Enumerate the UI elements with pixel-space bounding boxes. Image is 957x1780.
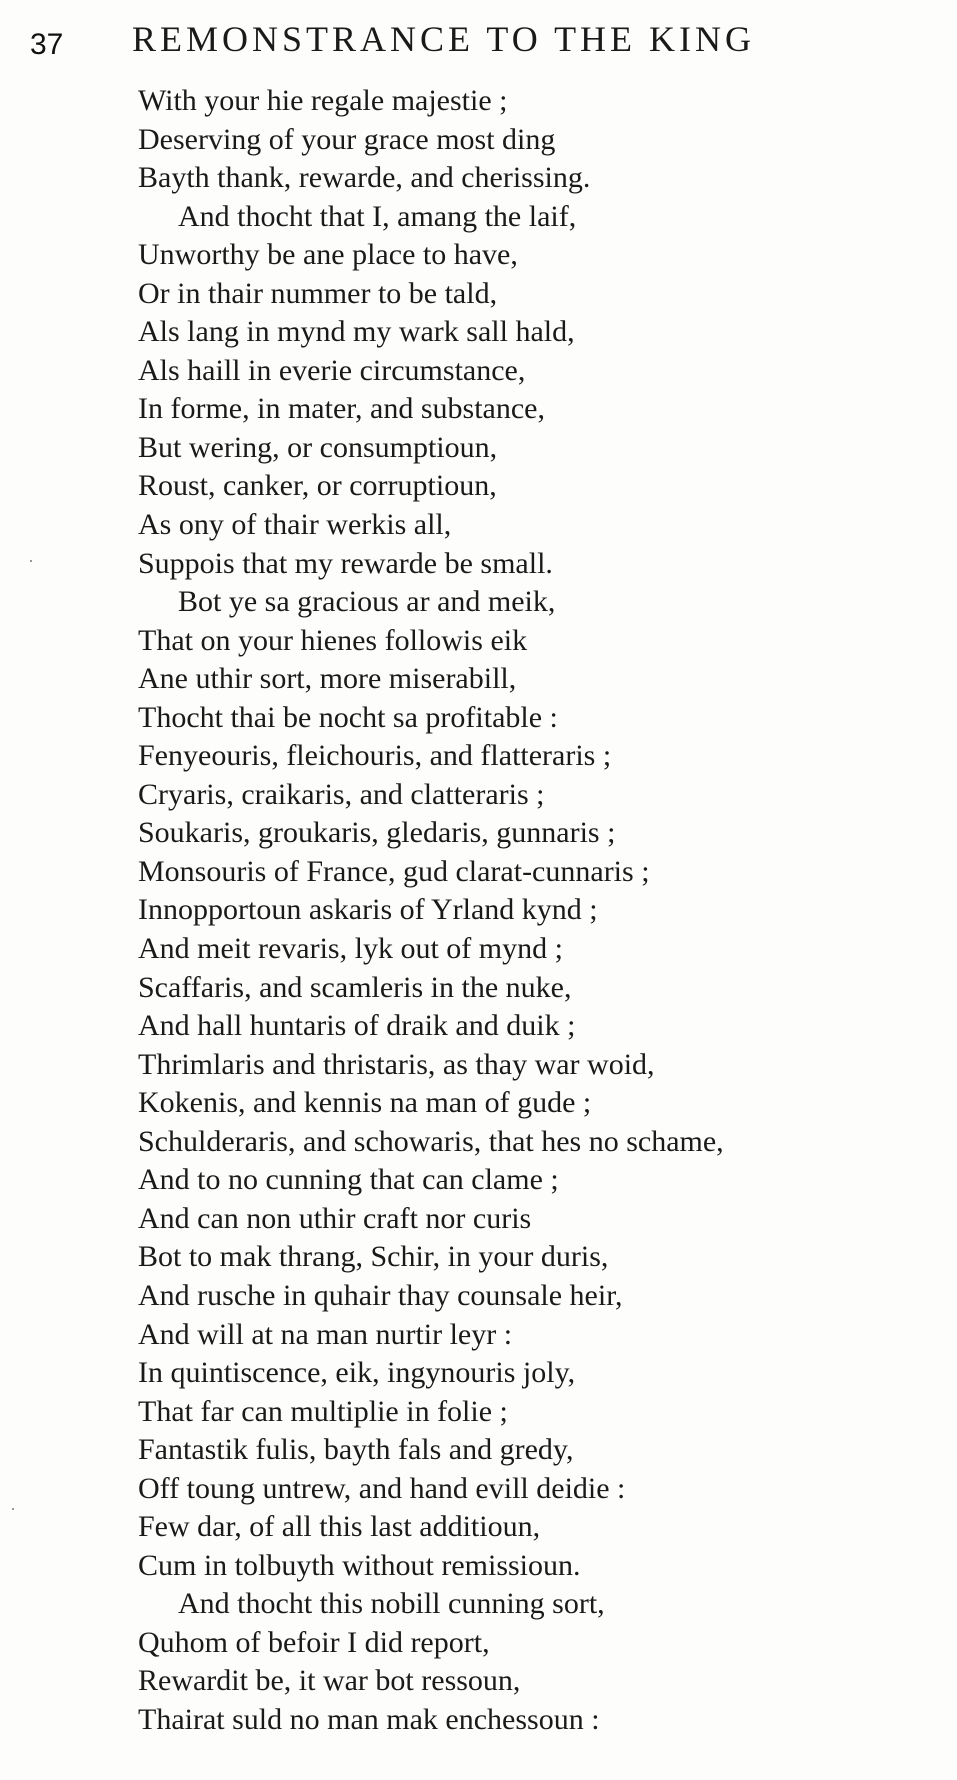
poem-line: In forme, in mater, and substance, [138, 392, 545, 426]
poem-line: Soukaris, groukaris, gledaris, gunnaris ; [138, 816, 616, 850]
poem-line: Bayth thank, rewarde, and cherissing. [138, 161, 591, 195]
poem-line: Thrimlaris and thristaris, as thay war woid, [138, 1047, 655, 1081]
poem-line: Or in thair nummer to be tald, [138, 276, 498, 310]
poem-line: And hall huntaris of draik and duik ; [138, 1009, 576, 1043]
running-head: REMONSTRANCE TO THE KING [132, 19, 756, 59]
poem-line: With your hie regale majestie ; [138, 84, 508, 117]
poem-line: As ony of thair werkis all, [138, 508, 452, 542]
poem-line: That on your hienes followis eik [138, 623, 528, 657]
poem-line: Bot ye sa gracious ar and meik, [178, 585, 556, 619]
poem-line: Thairat suld no man mak enchessoun : [138, 1702, 600, 1736]
poem-line: Bot to mak thrang, Schir, in your duris, [138, 1240, 609, 1274]
poem-text [138, 82, 724, 1740]
poem-line: And rusche in quhair thay counsale heir, [138, 1278, 623, 1312]
poem-line: Off toung untrew, and hand evill deidie : [138, 1471, 626, 1505]
poem-line: In quintiscence, eik, ingynouris joly, [138, 1356, 576, 1390]
poem-line: And thocht this nobill cunning sort, [178, 1587, 605, 1621]
poem-line: Schulderaris, and schowaris, that hes no schame, [138, 1124, 724, 1158]
poem-line: Monsouris of France, gud clarat-cunnaris ; [138, 854, 650, 888]
poem-line: Rewardit be, it war bot ressoun, [138, 1664, 521, 1698]
poem-line: That far can multiplie in folie ; [138, 1394, 508, 1428]
poem-line: Als haill in everie circumstance, [138, 353, 526, 387]
poem-line: But wering, or consumptioun, [138, 430, 498, 464]
poem-line: Scaffaris, and scamleris in the nuke, [138, 970, 572, 1004]
poem-line: Cum in tolbuyth without remissioun. [138, 1548, 581, 1582]
poem-line: And will at na man nurtir leyr : [138, 1317, 513, 1351]
poem-line: Deserving of your grace most ding [138, 122, 556, 156]
poem-line: Innopportoun askaris of Yrland kynd ; [138, 893, 598, 927]
poem-line: Quhom of befoir I did report, [138, 1625, 490, 1659]
poem-line: Als lang in mynd my wark sall hald, [138, 315, 575, 349]
poem-line: And thocht that I, amang the laif, [178, 199, 577, 233]
poem-line: Unworthy be ane place to have, [138, 238, 518, 272]
poem-line: And can non uthir craft nor curis [138, 1201, 532, 1235]
page-number: 37 [30, 28, 64, 61]
poem-line: And to no cunning that can clame ; [138, 1163, 559, 1197]
poem-line: Fenyeouris, fleichouris, and flatteraris ; [138, 739, 612, 773]
poem-line: Kokenis, and kennis na man of gude ; [138, 1086, 592, 1120]
paper-speck [30, 560, 32, 562]
poem-line: Suppois that my rewarde be small. [138, 546, 553, 580]
poem-line: Few dar, of all this last additioun, [138, 1510, 541, 1544]
poem-line: Ane uthir sort, more miserabill, [138, 662, 517, 696]
poem-line: Roust, canker, or corruptioun, [138, 469, 497, 503]
poem-line: And meit revaris, lyk out of mynd ; [138, 932, 563, 966]
poem-line: Thocht thai be nocht sa profitable : [138, 700, 558, 734]
poem-line: Fantastik fulis, bayth fals and gredy, [138, 1433, 574, 1467]
paper-speck [12, 1508, 14, 1510]
poem-line: Cryaris, craikaris, and clatteraris ; [138, 777, 545, 811]
